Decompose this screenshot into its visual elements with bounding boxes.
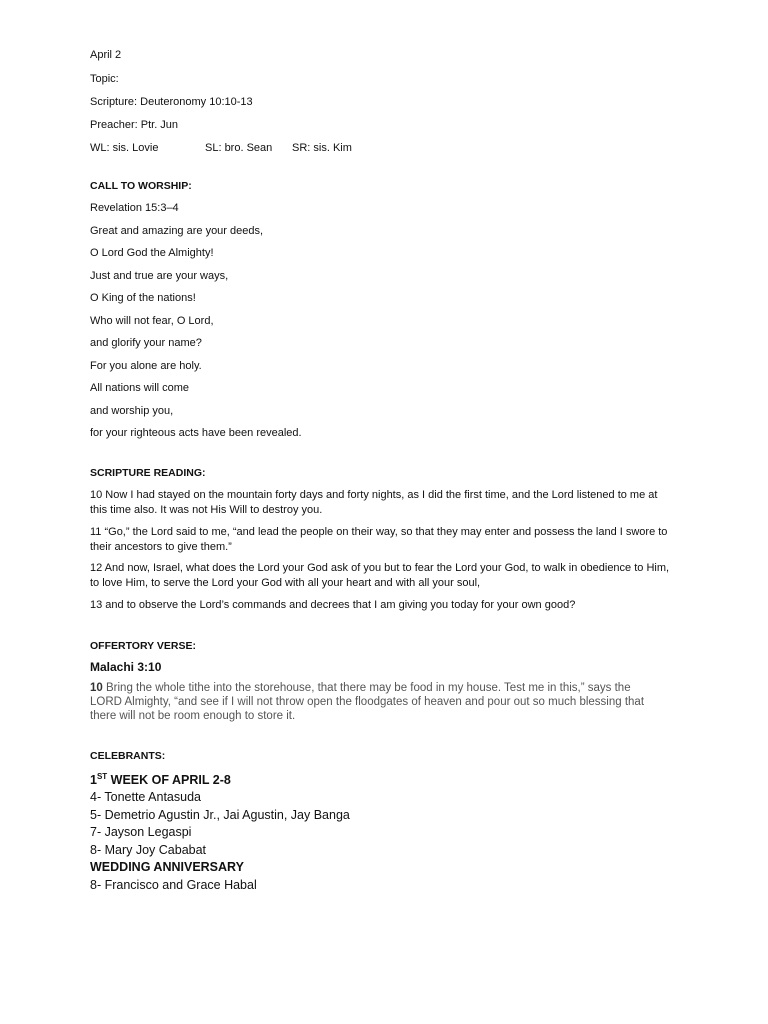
worship-line: for your righteous acts have been revealed. xyxy=(90,427,302,439)
worship-line: and worship you, xyxy=(90,404,174,417)
scripture-verse: 11 “Go,” the Lord said to me, “and lead the people on their way, so that they may enter and possess the land I swore to their ancestors to give them.” xyxy=(90,525,668,553)
week-ordinal: ST xyxy=(96,771,108,781)
birthday-item: 8- Mary Joy Cababat xyxy=(90,842,207,857)
celebrants-section xyxy=(90,749,690,895)
worship-roles xyxy=(90,141,690,155)
preacher-line: Preacher: Ptr. Jun xyxy=(90,118,179,131)
offertory-verse xyxy=(90,681,665,723)
worship-line: O King of the nations! xyxy=(90,292,196,304)
scripture-reader: SR: sis. Kim xyxy=(292,141,352,154)
service-header xyxy=(90,48,690,155)
worship-line: O Lord God the Almighty! xyxy=(90,247,214,259)
worship-line: All nations will come xyxy=(90,382,190,394)
celebrants-week-heading xyxy=(90,772,690,790)
worship-leader: WL: sis. Lovie xyxy=(90,141,159,154)
week-number: 1 xyxy=(90,772,97,787)
worship-line: Just and true are your ways, xyxy=(90,269,229,282)
wedding-anniversary-heading: WEDDING ANNIVERSARY xyxy=(90,860,244,874)
call-to-worship-reference: Revelation 15:3–4 xyxy=(90,202,179,214)
offertory-section xyxy=(90,639,690,723)
scripture-reading-section xyxy=(90,466,690,613)
scripture-verse: 13 and to observe the Lord’s commands and decrees that I am giving you today for your own good? xyxy=(90,598,576,611)
week-range: WEEK OF APRIL 2-8 xyxy=(107,772,231,787)
birthday-item: 5- Demetrio Agustin Jr., Jai Agustin, Jay Banga xyxy=(90,807,350,822)
topic-line: Topic: xyxy=(90,72,119,85)
call-to-worship-section xyxy=(90,179,690,441)
scripture-line: Scripture: Deuteronomy 10:10-13 xyxy=(90,95,253,108)
birthday-item: 4- Tonette Antasuda xyxy=(90,790,201,804)
call-to-worship-title: CALL TO WORSHIP: xyxy=(90,179,192,192)
worship-line: For you alone are holy. xyxy=(90,359,202,372)
worship-line: Great and amazing are your deeds, xyxy=(90,224,264,237)
offertory-reference: Malachi 3:10 xyxy=(90,659,162,674)
celebrants-title: CELEBRANTS: xyxy=(90,749,166,762)
bulletin-page xyxy=(90,48,690,894)
worship-line: and glorify your name? xyxy=(90,337,202,349)
scripture-reading-title: SCRIPTURE READING: xyxy=(90,467,206,479)
offertory-verse-number: 10 xyxy=(90,681,103,694)
offertory-title: OFFERTORY VERSE: xyxy=(90,639,196,652)
worship-line: Who will not fear, O Lord, xyxy=(90,314,214,327)
scripture-verse: 12 And now, Israel, what does the Lord your God ask of you but to fear the Lord your God, to walk in obedience to Him, to love Him, to serve the Lord your God with all your heart and with all your soul, xyxy=(90,562,670,589)
offertory-verse-text: Bring the whole tithe into the storehouse, that there may be food in my house. Test me in this,” says the LORD Almighty, “and see if I will not throw open the floodgates of heaven and pour out so much blessing that there will not be room enough to store it. xyxy=(90,681,645,722)
scripture-verse: 10 Now I had stayed on the mountain forty days and forty nights, as I did the first time, and the Lord listened to me at this time also. It was not His Will to destroy you. xyxy=(90,489,658,516)
song-leader: SL: bro. Sean xyxy=(205,141,273,154)
birthday-item: 7- Jayson Legaspi xyxy=(90,825,192,839)
anniversary-item: 8- Francisco and Grace Habal xyxy=(90,877,257,892)
service-date: April 2 xyxy=(90,49,122,61)
